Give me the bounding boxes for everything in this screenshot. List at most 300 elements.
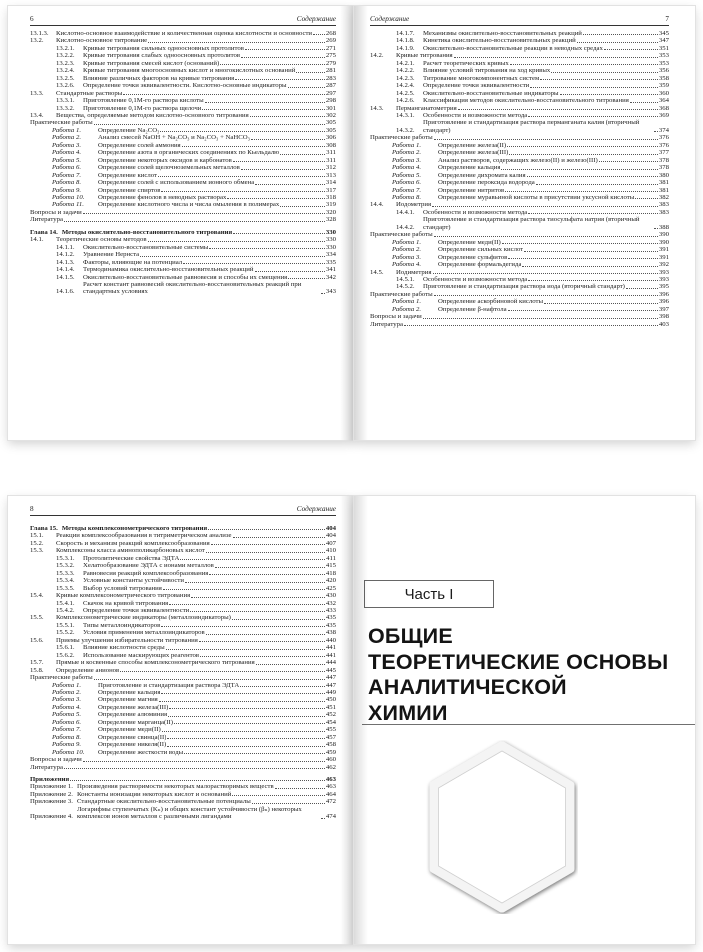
toc-entry[interactable] — [30, 30, 336, 37]
page-ref: 335 — [325, 258, 336, 266]
toc-entry[interactable] — [30, 90, 336, 97]
page-ref: 297 — [325, 89, 336, 97]
entry-title: Определение фенолов в неводных растворах — [98, 193, 227, 201]
dot-leader — [168, 716, 325, 717]
section-number: 14.1.3. — [56, 258, 75, 266]
page-ref: 464 — [325, 790, 336, 798]
work-label: Работа 2. — [52, 134, 82, 142]
dot-leader — [160, 131, 324, 132]
toc-entry[interactable] — [30, 696, 336, 703]
page-ref: 381 — [658, 186, 669, 194]
toc-entry[interactable] — [30, 659, 336, 666]
part-title-page — [354, 496, 695, 944]
section-number: 15.3.4. — [56, 577, 75, 585]
entry-title: Скачок на кривой титрования — [83, 599, 169, 607]
toc-entry[interactable] — [370, 142, 669, 149]
page-ref: 269 — [325, 37, 336, 45]
dot-leader — [140, 256, 325, 257]
entry-title: Методы окислительно-восстановительного титрования — [61, 228, 233, 236]
toc-entry[interactable] — [30, 682, 336, 689]
section-number: 15.8. — [30, 666, 44, 674]
dot-leader — [256, 664, 325, 665]
dot-leader — [599, 161, 658, 162]
dot-leader — [205, 102, 325, 103]
dot-leader — [507, 146, 658, 147]
dot-leader — [215, 567, 325, 568]
toc-entry[interactable] — [30, 119, 336, 126]
section-number: Приложение 4. — [30, 813, 73, 821]
toc-entry[interactable] — [370, 209, 669, 216]
dot-leader — [166, 649, 325, 650]
toc-entry[interactable] — [30, 164, 336, 171]
page-ref: 398 — [658, 313, 669, 321]
page-ref: 318 — [325, 193, 336, 201]
toc-entry[interactable] — [30, 629, 336, 636]
page-ref: 432 — [325, 599, 336, 607]
toc-entry[interactable] — [370, 231, 669, 238]
toc-entry[interactable] — [370, 261, 669, 268]
entry-title: Приготовление и стандартизация раствора перманганата калия (вторичный стандарт) — [423, 119, 640, 134]
toc-entry[interactable] — [30, 776, 336, 783]
page-ref: 391 — [658, 253, 669, 261]
page-ref: 462 — [325, 763, 336, 771]
dot-leader — [530, 87, 658, 88]
page-ref: 430 — [325, 592, 336, 600]
work-label: Работа 7. — [52, 726, 82, 734]
toc-entry[interactable] — [370, 201, 669, 208]
dot-leader — [184, 753, 325, 754]
part-title-line: ТЕОРЕТИЧЕСКИЕ ОСНОВЫ — [368, 649, 669, 674]
dot-leader — [232, 795, 325, 796]
toc-entry[interactable] — [30, 82, 336, 89]
part-label: Часть I — [404, 585, 454, 603]
page-ref: 435 — [325, 614, 336, 622]
toc-entry[interactable] — [30, 149, 336, 156]
dot-leader — [233, 161, 325, 162]
toc-entry[interactable] — [30, 525, 336, 532]
toc-entry[interactable] — [370, 291, 669, 298]
toc-entry[interactable] — [30, 726, 336, 733]
toc-entry[interactable] — [30, 274, 336, 281]
work-label: Работа 2. — [52, 688, 82, 696]
dot-leader — [321, 818, 325, 819]
page-ref: 390 — [658, 238, 669, 246]
page-ref: 330 — [325, 243, 336, 251]
work-label: Работа 2. — [392, 305, 422, 313]
toc-entry[interactable] — [30, 540, 336, 547]
toc-entry[interactable] — [30, 592, 336, 599]
dot-leader — [434, 139, 658, 140]
page-ref: 393 — [658, 268, 669, 276]
entry-title: Определение алюминия — [98, 711, 168, 719]
entry-title: Окислительно-восстановительные реакции в неводных средах — [423, 44, 603, 52]
work-label: Работа 6. — [392, 179, 422, 187]
toc-entry[interactable] — [370, 283, 669, 290]
entry-title: Классификация методов окислительно-восстановительного титрования — [423, 97, 629, 105]
page-ref: 382 — [658, 193, 669, 201]
toc-entry[interactable] — [30, 172, 336, 179]
page-ref: 356 — [658, 67, 669, 75]
toc-entry[interactable] — [30, 157, 336, 164]
entry-title: Определение сульфитов — [438, 253, 508, 261]
toc-entry[interactable] — [370, 45, 669, 52]
dot-leader — [630, 102, 658, 103]
toc-entry[interactable] — [370, 194, 669, 201]
page-ref: 397 — [658, 305, 669, 313]
toc-entry[interactable] — [30, 570, 336, 577]
toc-entry[interactable] — [30, 75, 336, 82]
page-ref: 440 — [325, 636, 336, 644]
work-label: Работа 8. — [392, 193, 422, 201]
section-number: 14.4.1. — [396, 208, 415, 216]
work-label: Работа 3. — [392, 253, 422, 261]
page-ref: 328 — [325, 216, 336, 224]
dot-leader — [123, 94, 325, 95]
toc-entry[interactable] — [30, 749, 336, 756]
toc-entry[interactable] — [30, 719, 336, 726]
toc-entry[interactable] — [30, 711, 336, 718]
page-ref: 298 — [325, 97, 336, 105]
entry-title: Окислительно-восстановительные системы — [83, 243, 209, 251]
toc-entry[interactable] — [30, 216, 336, 223]
toc-entry[interactable] — [30, 37, 336, 44]
entry-title: Определение железа(III) — [438, 149, 509, 157]
toc-entry[interactable] — [370, 269, 669, 276]
toc-entry[interactable] — [30, 783, 336, 790]
dot-leader — [321, 293, 325, 294]
toc-entry[interactable] — [30, 251, 336, 258]
entry-title: Окислительно-восстановительные равновесия и способы их смещения — [83, 273, 288, 281]
section-number: 13.2.2. — [56, 52, 75, 60]
toc-entry[interactable] — [30, 259, 336, 266]
toc-entry[interactable] — [30, 614, 336, 621]
toc-entry[interactable] — [30, 637, 336, 644]
entry-title: Окислительно-восстановительные индикаторы — [423, 89, 559, 97]
work-label: Работа 7. — [392, 186, 422, 194]
entry-title: Прямые и косвенные способы комплексонометрического титрования — [56, 659, 255, 667]
toc-entry[interactable] — [30, 194, 336, 201]
section-number: 14.1.7. — [396, 30, 415, 37]
dot-leader — [528, 213, 658, 214]
toc-entry[interactable] — [370, 75, 669, 82]
toc-entry[interactable] — [370, 90, 669, 97]
entry-title: Практические работы — [370, 231, 433, 239]
toc-entry[interactable] — [30, 112, 336, 119]
toc-entry[interactable] — [370, 298, 669, 305]
entry-title: Определение нитритов — [438, 186, 505, 194]
dot-leader — [182, 146, 325, 147]
toc-entry[interactable] — [30, 791, 336, 798]
toc-entry[interactable] — [30, 741, 336, 748]
dot-leader — [167, 746, 325, 747]
toc-entry[interactable] — [30, 67, 336, 74]
dot-leader — [544, 303, 658, 304]
toc-page-7 — [354, 6, 695, 440]
entry-title: Определение сильных кислот — [438, 246, 524, 254]
dot-leader — [583, 34, 658, 35]
toc-entry[interactable] — [30, 806, 336, 821]
entry-title: Приготовление 0,1М-го раствора кислоты — [83, 97, 204, 105]
toc-entry[interactable] — [30, 142, 336, 149]
toc-entry[interactable] — [370, 52, 669, 59]
page-ref: 396 — [658, 290, 669, 298]
entry-title: Определение дихромата калия — [438, 171, 526, 179]
toc-entry[interactable] — [30, 577, 336, 584]
toc-entry[interactable] — [30, 644, 336, 651]
toc-entry[interactable] — [30, 127, 336, 134]
dot-leader — [509, 154, 657, 155]
dot-leader — [528, 116, 658, 117]
work-label: Работа 4. — [52, 149, 82, 157]
toc-entry[interactable] — [370, 239, 669, 246]
page-ref: 378 — [658, 164, 669, 172]
toc-entry[interactable] — [370, 216, 669, 231]
page-ref: 358 — [658, 74, 669, 82]
work-label: Работа 3. — [52, 141, 82, 149]
toc-entry[interactable] — [370, 105, 669, 112]
toc-entry[interactable] — [30, 622, 336, 629]
entry-title: Протолитические свойства ЭДТА — [83, 554, 180, 562]
toc-entry[interactable] — [30, 134, 336, 141]
dot-leader — [241, 57, 325, 58]
toc-entry[interactable] — [30, 179, 336, 186]
toc-entry[interactable] — [370, 246, 669, 253]
toc-entry[interactable] — [30, 798, 336, 805]
entry-title: Стандартные растворы — [56, 89, 123, 97]
toc-entry[interactable] — [30, 756, 336, 763]
entry-title: Равновесия реакций комплексообразования — [83, 569, 209, 577]
entry-title: Уравнение Нернста — [83, 251, 140, 259]
dot-leader — [434, 236, 658, 237]
dot-leader — [540, 79, 658, 80]
section-number: 15.7. — [30, 659, 44, 667]
toc-entry[interactable] — [30, 97, 336, 104]
entry-title: Определение некоторых оксидов и карбонатов — [98, 156, 232, 164]
hexagon-icon — [426, 740, 578, 914]
work-label: Работа 1. — [52, 681, 82, 689]
toc-entry[interactable] — [30, 532, 336, 539]
entry-title: Определение точки эквивалентности — [423, 82, 530, 90]
section-number: 13.2.6. — [56, 82, 75, 90]
toc-entry[interactable] — [30, 607, 336, 614]
part-label-box — [364, 580, 494, 608]
toc-entry[interactable] — [30, 45, 336, 52]
dot-leader — [280, 154, 325, 155]
section-number: 14.1.6. — [56, 288, 75, 296]
dot-leader — [577, 42, 658, 43]
page-ref: 376 — [658, 141, 669, 149]
page-ref: 390 — [658, 231, 669, 239]
entry-title: Определение кислотного числа и числа омыления в полимерах — [98, 201, 280, 209]
page-number: 7 — [665, 15, 669, 23]
toc-entry[interactable] — [30, 555, 336, 562]
running-header — [370, 15, 669, 26]
entry-title: Константы ионизации некоторых кислот и оснований — [76, 790, 232, 798]
toc-entry[interactable] — [30, 562, 336, 569]
page-ref: 441 — [325, 651, 336, 659]
dot-leader — [501, 169, 657, 170]
work-label: Работа 4. — [392, 261, 422, 269]
toc-entry[interactable] — [370, 30, 669, 37]
section-number: 14.5.1. — [396, 275, 415, 283]
toc-entry[interactable] — [370, 254, 669, 261]
toc-entry[interactable] — [30, 281, 336, 296]
toc-entry[interactable] — [30, 734, 336, 741]
entry-title: Практические работы — [370, 290, 433, 298]
section-number: 14.2.1. — [396, 59, 415, 67]
toc-entry[interactable] — [370, 172, 669, 179]
toc-entry[interactable] — [370, 119, 669, 134]
entry-title: Приготовление и стандартизация раствора тиосульфата натрия (вторичный стандарт) — [423, 216, 640, 231]
toc-entry[interactable] — [370, 276, 669, 283]
page-ref: 441 — [325, 644, 336, 652]
toc-entry[interactable] — [370, 306, 669, 313]
page-number: 8 — [30, 505, 34, 513]
entry-title: Кинетика окислительно-восстановительных реакций — [423, 37, 576, 45]
section-number: 13.3.1. — [56, 97, 75, 105]
entry-title: Особенности и возможности метода — [423, 208, 528, 216]
section-number: 13.3. — [30, 89, 44, 97]
section-number: 13.1.3. — [30, 30, 49, 37]
work-label: Работа 8. — [52, 179, 82, 187]
toc-entry[interactable] — [370, 164, 669, 171]
toc-entry[interactable] — [30, 667, 336, 674]
section-number: 15.6. — [30, 636, 44, 644]
toc-entry[interactable] — [370, 112, 669, 119]
page-ref: 360 — [658, 89, 669, 97]
dot-leader — [505, 191, 658, 192]
toc-entry[interactable] — [30, 600, 336, 607]
work-label: Работа 1. — [392, 298, 422, 306]
work-label: Работа 7. — [52, 171, 82, 179]
toc-entry[interactable] — [30, 764, 336, 771]
toc-entry[interactable] — [30, 266, 336, 273]
entry-title: Определение меди(II) — [438, 238, 501, 246]
entry-title: Влияние условий титрования на ход кривых — [423, 67, 551, 75]
section-number: 14.3. — [370, 104, 384, 112]
toc-entry[interactable] — [30, 547, 336, 554]
dot-leader — [120, 671, 325, 672]
page-ref: 459 — [325, 748, 336, 756]
entry-title: Логарифмы ступенчатых (Kₙ) и общих констант устойчивости (βₙ) некоторых комплексов ионов металлов с различными лигандами — [76, 805, 302, 821]
entry-title: Анализ смесей NaOH + Na₂CO₃ и Na₂CO₃ + NaHCO₃ — [98, 134, 251, 142]
toc-entry[interactable] — [30, 187, 336, 194]
dot-leader — [209, 248, 324, 249]
toc-entry[interactable] — [370, 37, 669, 44]
page-ref: 403 — [658, 320, 669, 328]
toc-entry[interactable] — [30, 229, 336, 236]
toc-entry[interactable] — [370, 149, 669, 156]
toc-entry[interactable] — [370, 187, 669, 194]
work-label: Работа 11. — [52, 201, 84, 209]
page-ref: 311 — [326, 156, 336, 164]
page-ref: 381 — [658, 179, 669, 187]
toc-entry[interactable] — [370, 97, 669, 104]
toc-entry[interactable] — [30, 585, 336, 592]
page-ref: 279 — [325, 59, 336, 67]
toc-entry[interactable] — [370, 179, 669, 186]
toc-entry[interactable] — [370, 313, 669, 320]
page-ref: 319 — [325, 201, 336, 209]
entry-title: Определение аскорбиновой кислоты — [438, 298, 544, 306]
dot-leader — [159, 701, 325, 702]
entry-title: Определение Na₂CO₃ — [98, 126, 160, 134]
toc-entry[interactable] — [30, 704, 336, 711]
entry-title: Перманганатометрия — [396, 104, 457, 112]
page-ref: 396 — [658, 298, 669, 306]
entry-title: Расчет констант равновесий окислительно-восстановительных реакций при стандартных условиях — [83, 280, 302, 296]
page-ref: 447 — [325, 681, 336, 689]
dot-leader — [199, 641, 325, 642]
page-ref: 383 — [658, 208, 669, 216]
dot-leader — [94, 679, 325, 680]
running-header — [30, 505, 336, 516]
toc-entry[interactable] — [370, 67, 669, 74]
toc-entry[interactable] — [370, 60, 669, 67]
page-ref: 425 — [325, 584, 336, 592]
page-ref: 330 — [325, 228, 336, 236]
dot-leader — [296, 72, 324, 73]
toc-page-6 — [8, 6, 354, 440]
toc-entry[interactable] — [370, 321, 669, 328]
toc-entry[interactable] — [30, 689, 336, 696]
work-label: Работа 4. — [52, 703, 82, 711]
entry-title: Определение муравьиной кислоты в присутствии уксусной кислоты — [438, 193, 635, 201]
toc-entry[interactable] — [30, 209, 336, 216]
section-number: 14.1.2. — [56, 251, 75, 259]
section-number: 15.3.5. — [56, 584, 75, 592]
toc-entry[interactable] — [30, 652, 336, 659]
entry-title: Литература — [30, 763, 63, 771]
entry-title: Определение β-нафтола — [438, 305, 507, 313]
entry-title: Факторы, влияющие на потенциал — [83, 258, 183, 266]
entry-title: Комплексоны класса аминополикарбоновых кислот — [56, 547, 205, 555]
dot-leader — [162, 731, 325, 732]
page-ref: 368 — [658, 104, 669, 112]
toc-entry[interactable] — [370, 157, 669, 164]
page-ref: 445 — [325, 666, 336, 674]
entry-title: Условия применения металлоиндикаторов — [83, 629, 205, 637]
dot-leader — [522, 266, 657, 267]
dot-leader — [202, 109, 325, 110]
toc-entry[interactable] — [30, 52, 336, 59]
dot-leader — [241, 169, 325, 170]
section-number: 14.2.2. — [396, 67, 415, 75]
toc-entry[interactable] — [30, 244, 336, 251]
page-ref: 341 — [325, 266, 336, 274]
dot-leader — [235, 79, 325, 80]
toc-entry[interactable] — [30, 60, 336, 67]
dot-leader — [163, 589, 325, 590]
work-label: Работа 5. — [392, 171, 422, 179]
dot-leader — [458, 109, 658, 110]
entry-title: Практические работы — [30, 119, 93, 127]
toc-entry[interactable] — [30, 201, 336, 208]
section-number: 15.3.3. — [56, 569, 75, 577]
toc-entry[interactable] — [30, 236, 336, 243]
section-number: 15.4.1. — [56, 599, 75, 607]
toc-entry[interactable] — [30, 674, 336, 681]
page-ref: 415 — [325, 562, 336, 570]
page-ref: 458 — [325, 741, 336, 749]
toc-entry[interactable] — [30, 105, 336, 112]
toc-entry[interactable] — [370, 134, 669, 141]
toc-entry[interactable] — [370, 82, 669, 89]
section-number: 15.4. — [30, 592, 44, 600]
dot-leader — [161, 693, 324, 694]
dot-leader — [524, 251, 658, 252]
entry-title: Определение точки эквивалентности — [83, 606, 190, 614]
